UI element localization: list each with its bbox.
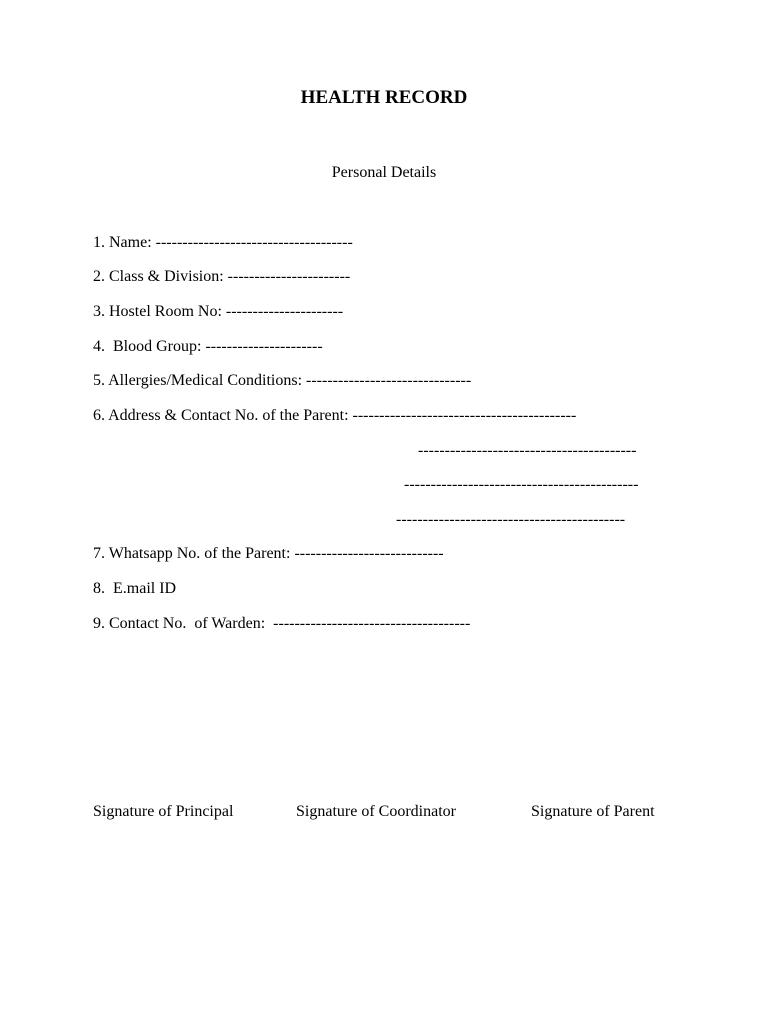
field-class-division: 2. Class & Division: -----------------------: [93, 268, 351, 285]
document-title: HEALTH RECORD: [300, 87, 468, 108]
section-subtitle: Personal Details: [331, 164, 437, 181]
field-hostel-room: 3. Hostel Room No: ----------------------: [93, 303, 344, 320]
field-email: 8. E.mail ID: [93, 580, 177, 597]
field-parent-address-line-4: -------------------------------------------: [396, 511, 626, 528]
field-whatsapp: 7. Whatsapp No. of the Parent: ----------------------------: [93, 545, 444, 562]
signature-parent: Signature of Parent: [531, 803, 655, 820]
field-parent-address-line-3: --------------------------------------------: [404, 476, 639, 493]
field-blood-group: 4. Blood Group: ----------------------: [93, 338, 323, 355]
signature-principal: Signature of Principal: [93, 803, 234, 820]
field-warden-contact: 9. Contact No. of Warden: -------------------------------------: [93, 615, 471, 632]
field-parent-address-line-2: -----------------------------------------: [418, 442, 637, 459]
signature-coordinator: Signature of Coordinator: [296, 803, 456, 820]
field-allergies: 5. Allergies/Medical Conditions: -------------------------------: [93, 372, 472, 389]
field-parent-address: 6. Address & Contact No. of the Parent: ------------------------------------------: [93, 407, 577, 424]
field-name: 1. Name: -------------------------------------: [93, 234, 353, 251]
